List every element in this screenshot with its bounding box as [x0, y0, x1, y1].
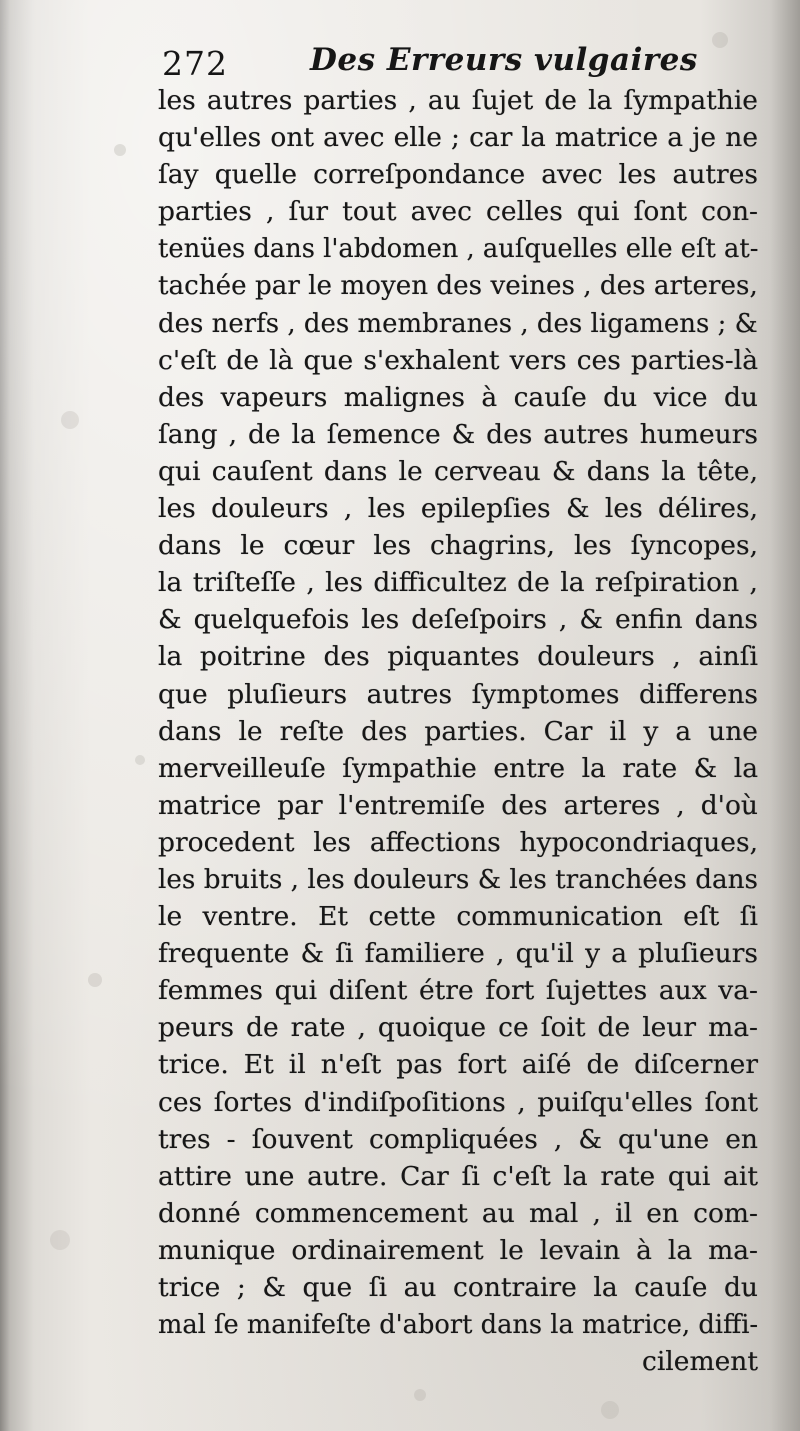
text-line: les autres parties , au ſujet de la ſympathie	[158, 85, 758, 116]
text-line: des vapeurs malignes à cauſe du vice du	[158, 381, 758, 413]
page-number: 272	[162, 44, 228, 83]
text-line: les bruits , les douleurs & les tranchées dans	[158, 863, 759, 895]
body-text	[158, 82, 768, 1380]
running-title: Des Erreurs vulgaires	[310, 42, 698, 78]
text-line: donné commencement au mal , il en com-	[158, 1197, 758, 1229]
text-line: dans le cœur les chagrins, les ſyncopes,	[158, 530, 758, 562]
text-line: des nerfs , des membranes , des ligamens ; &	[158, 307, 758, 339]
text-line: tres - ſouvent compliquées , & qu'une en	[158, 1123, 758, 1155]
text-line: attire une autre. Car ſi c'eſt la rate qui ait	[158, 1160, 758, 1192]
text-line: & quelquefois les deſeſpoirs , & enfin dans	[158, 604, 758, 636]
text-line: merveilleuſe ſympathie entre la rate & la	[158, 752, 758, 784]
text-line: que pluſieurs autres ſymptomes differens	[158, 678, 758, 710]
text-line: parties , ſur tout avec celles qui ſont con-	[158, 196, 758, 228]
text-line: qui cauſent dans le cerveau & dans la tête,	[158, 455, 758, 487]
text-line: c'eſt de là que s'exhalent vers ces parties-là	[158, 344, 758, 376]
text-line: la triſteſſe , les difficultez de la reſpiration ,	[158, 567, 758, 599]
text-line: peurs de rate , quoique ce ſoit de leur ma-	[158, 1012, 758, 1044]
catchword: cilement	[641, 1346, 758, 1378]
text-line: ces ſortes d'indiſpoſitions , puiſqu'elles ſont	[158, 1086, 758, 1118]
text-line: les douleurs , les epilepſies & les délires,	[158, 493, 758, 525]
text-line: le ventre. Et cette communication eſt ſi	[158, 901, 758, 933]
text-line: la poitrine des piquantes douleurs , ainſi	[158, 641, 758, 673]
text-line: mal ſe manifeſte d'abort dans la matrice, diffi-	[158, 1309, 759, 1341]
text-line: femmes qui diſent étre fort ſujettes aux va-	[158, 975, 758, 1007]
text-line: qu'elles ont avec elle ; car la matrice a je ne	[158, 122, 758, 154]
text-line: procedent les affections hypocondriaques,	[158, 826, 758, 858]
text-line: ſang , de la ſemence & des autres humeurs	[158, 418, 758, 450]
text-line: matrice par l'entremiſe des arteres , d'où	[158, 789, 758, 821]
text-line: trice ; & que ſi au contraire la cauſe du	[158, 1272, 758, 1303]
text-line: dans le reſte des parties. Car il y a une	[158, 715, 758, 747]
text-line: tenües dans l'abdomen , auſquelles elle eſt at-	[158, 233, 759, 265]
text-line: frequente & ſi familiere , qu'il y a pluſieurs	[158, 938, 758, 970]
text-line: ſay quelle correſpondance avec les autres	[158, 159, 758, 191]
text-line: munique ordinairement le levain à la ma-	[158, 1234, 758, 1266]
text-line: trice. Et il n'eſt pas fort aiſé de diſcerner	[158, 1049, 758, 1081]
text-line: tachée par le moyen des veines , des arteres,	[158, 270, 758, 302]
